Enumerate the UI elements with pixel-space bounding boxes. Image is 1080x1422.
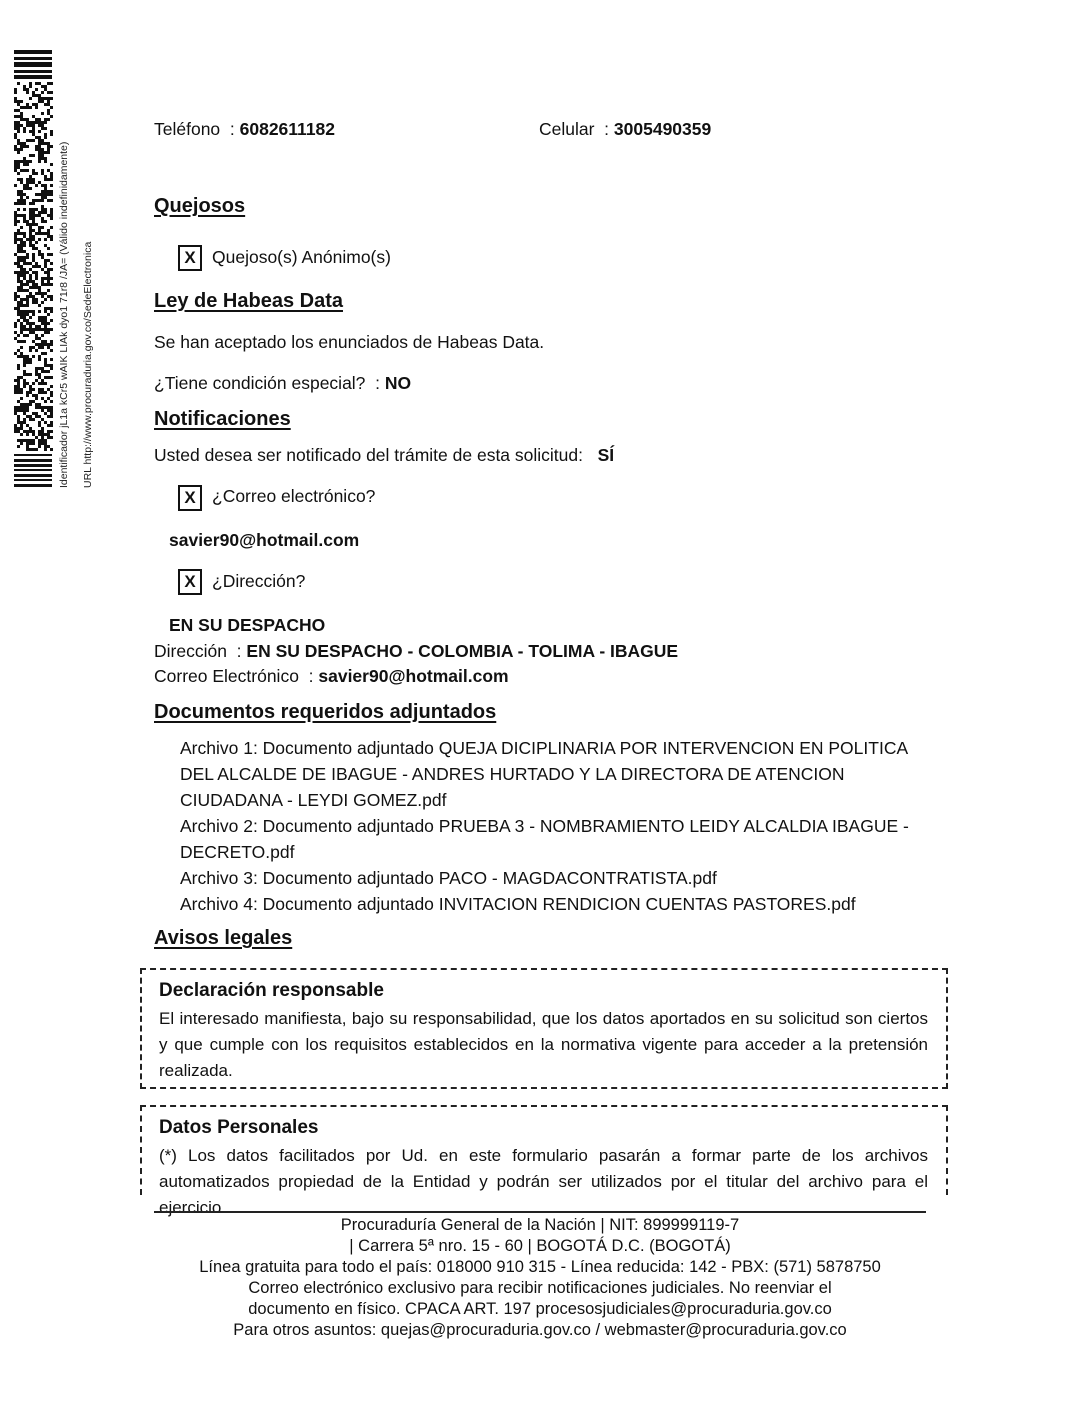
anonymous-checkbox: X: [178, 245, 202, 271]
barcode-image: [14, 50, 52, 488]
datos-personales-box: [140, 1105, 948, 1217]
attached-file-item: Archivo 3: Documento adjuntado PACO - MAGDACONTRATISTA.pdf: [180, 868, 717, 888]
cell-value: 3005490359: [613, 119, 712, 139]
habeas-heading: Ley de Habeas Data: [154, 290, 343, 312]
footer-line: documento en físico. CPACA ART. 197 procesosjudiciales@procuraduria.gov.co: [248, 1300, 832, 1318]
direccion-label: Dirección: [154, 641, 227, 661]
datos-personales-text: (*) Los datos facilitados por Ud. en este formulario pasarán a formar parte de los archivos automatizados propiedad de la Entidad y podrán ser utilizados por el titular del archivo para el ejercicio: [159, 1146, 928, 1217]
declaracion-title: Declaración responsable: [159, 980, 384, 1001]
page-footer: [154, 1211, 926, 1341]
attached-file-item: Archivo 2: Documento adjuntado PRUEBA 3 - NOMBRAMIENTO LEIDY ALCALDIA IBAGUE - DECRETO.pdf: [180, 816, 909, 862]
notify-question-row: [154, 445, 614, 466]
verification-url: URL http://www.procuraduria.gov.co/SedeElectronica: [82, 241, 94, 488]
correo-row: Correo Electrónico : savier90@hotmail.com: [154, 666, 509, 686]
attached-file-item: Archivo 4: Documento adjuntado INVITACION RENDICION CUENTAS PASTORES.pdf: [180, 894, 856, 914]
notify-question: Usted desea ser notificado del trámite de esta solicitud:: [154, 445, 583, 465]
correo-value: savier90@hotmail.com: [318, 666, 509, 686]
email-option-value: savier90@hotmail.com: [169, 530, 360, 550]
attached-file-item: Archivo 1: Documento adjuntado QUEJA DICIPLINARIA POR INTERVENCION EN POLITICA DEL ALCALDE DE IBAGUE - ANDRES HURTADO Y LA DIRECTORA DE ATENCION CIUDADANA - LEYDI GOMEZ.pdf: [180, 738, 908, 810]
habeas-accepted-text: Se han aceptado los enunciados de Habeas Data.: [154, 332, 545, 352]
footer-line: Procuraduría General de la Nación | NIT: 899999119-7: [340, 1216, 740, 1234]
footer-line: | Carrera 5ª nro. 15 - 60 | BOGOTÁ D.C. (BOGOTÁ): [349, 1237, 731, 1255]
avisos-heading: Avisos legales: [154, 927, 293, 949]
datos-personales-title: Datos Personales: [159, 1117, 319, 1138]
quejosos-heading: Quejosos: [154, 195, 246, 217]
direccion-value: EN SU DESPACHO - COLOMBIA - TOLIMA - IBAGUE: [246, 641, 679, 661]
notify-answer: SÍ: [597, 445, 615, 465]
special-condition-row: ¿Tiene condición especial? : NO: [154, 373, 412, 393]
special-condition-value: NO: [384, 373, 412, 393]
declaracion-box: [140, 968, 948, 1089]
documentos-heading: Documentos requeridos adjuntados: [154, 701, 497, 723]
email-option-label: ¿Correo electrónico?: [212, 486, 376, 506]
notificaciones-heading: Notificaciones: [154, 408, 291, 430]
special-condition-label: ¿Tiene condición especial?: [154, 373, 366, 393]
cell-label: Celular: [539, 119, 595, 139]
anonymous-label: Quejoso(s) Anónimo(s): [212, 247, 391, 267]
phone-label: Teléfono: [154, 119, 221, 139]
address-option-value: EN SU DESPACHO: [169, 615, 326, 635]
cell-row: Celular : 3005490359: [539, 119, 712, 139]
phone-value: 6082611182: [239, 119, 336, 139]
direccion-row: Dirección : EN SU DESPACHO - COLOMBIA - TOLIMA - IBAGUE: [154, 641, 679, 661]
phone-row: Teléfono : 6082611182: [154, 119, 336, 139]
correo-label: Correo Electrónico: [154, 666, 299, 686]
email-checkbox: X: [178, 485, 202, 511]
address-checkbox: X: [178, 569, 202, 595]
attached-files-list: [180, 735, 920, 917]
document-identifier: Identificador jL1a kCr5 wAIK LIAk dyo1 71r8 /JA= (Válido indefinidamente): [58, 141, 70, 488]
footer-line: Línea gratuita para todo el país: 018000 910 315 - Línea reducida: 142 - PBX: (571) 5878750: [199, 1258, 881, 1276]
declaracion-text: El interesado manifiesta, bajo su responsabilidad, que los datos aportados en su solicitud son ciertos y que cumple con los requisitos establecidos en la normativa vigente para acceder a la pretensión realizada.: [159, 1009, 928, 1080]
footer-line: Correo electrónico exclusivo para recibir notificaciones judiciales. No reenviar el: [248, 1279, 832, 1297]
address-option-label: ¿Dirección?: [212, 571, 306, 591]
footer-line: Para otros asuntos: quejas@procuraduria.gov.co / webmaster@procuraduria.gov.co: [233, 1321, 847, 1339]
